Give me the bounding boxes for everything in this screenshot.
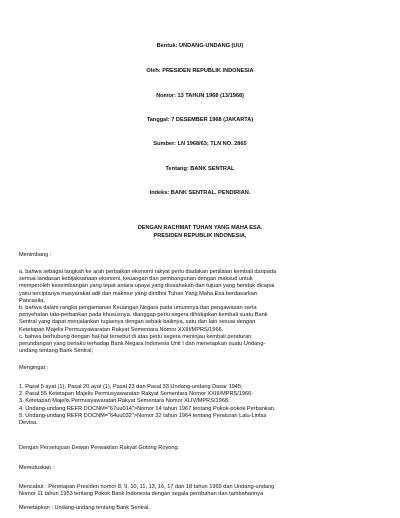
- mengingat-item: Devisa.: [19, 420, 38, 427]
- menimbang-a-line: semua landasan kebijaksanaan ekonomi, keuangan dan pembangunan dengan maksud untuk: [19, 276, 253, 283]
- menimbang-b-line: Ketetapan Majelis Permusyawaratan Rakyat Sementara Nomor XXIII/MPRS/1966.: [19, 326, 224, 333]
- meta-indeks: Indeks: BANK SENTRAL. PENDIRIAN.: [149, 190, 251, 196]
- mengingat-item: 4. Undang-undang REFR DOCNM="67uu014">Nomor 14 tahun 1967 tentang Pokok-pokok Perbankan.: [19, 405, 276, 412]
- preamble-line-2: PRESIDEN REPUBLIK INDONESIA,: [153, 233, 247, 239]
- menimbang-item-c: [19, 334, 385, 356]
- mengingat-item: 3. Ketetapan Majelis Permusyawaratan Rakyat Sementara Nomor XLIV/MPRS/1968.: [19, 398, 230, 405]
- mengingat-label: Mengingat :: [19, 365, 49, 371]
- menimbang-item-a: [19, 269, 385, 305]
- meta-oleh: Oleh: PRESIDEN REPUBLIK INDONESIA: [146, 68, 254, 74]
- mengingat-item: 2. Pasal 55 Ketetapan Majelis Permusyawaratan Rakyat Sementara Nomor XXIII/MPRS/1966.: [19, 391, 253, 398]
- meta-nomor: Nomor: 13 TAHUN 1968 (13/1968): [156, 93, 244, 99]
- mengingat-list: [19, 384, 385, 427]
- mengingat-item: 1. Pasal 5 ayat (1), Pasal 20 ayat (1), Pasal 23 dan Pasal 33 Undang-undang Dasar 1945;: [19, 384, 243, 390]
- meta-tentang: Tentang: BANK SENTRAL: [165, 166, 235, 172]
- memutuskan-label: Memutuskan :: [19, 465, 55, 471]
- mengingat-item: 5. Undang-undang REFR DOCNM="64uu032">Nomor 32 tahun 1964 tentang Peraturan Lalu-Lintas: [19, 412, 267, 419]
- meta-bentuk: Bentuk: UNDANG-UNDANG (UU): [156, 43, 244, 49]
- meta-sumber: Sumber: LN 1968/63; TLN NO. 2865: [153, 141, 247, 147]
- mencabut-line: Nomor 11 tahun 1953 tentang Pokok Bank Indonesia dengan segala perobahan dan tambahannya: [19, 491, 264, 498]
- menimbang-a-line: yaitu terciptanya masyarakat adil dan makmur yang diridhoi Tuhan Yang Maha Esa berdasarkan: [19, 290, 257, 297]
- menimbang-c-line: undang tentang Bank Sentral;: [19, 348, 94, 355]
- menimbang-b-line: Sentral yang dapat menjalankan tugasnya dengan sebaik-baiknya, satu dan lain sesuai dengan: [19, 319, 256, 326]
- mencabut-line: Mencabut : Penetapan Presiden nomor 8, 9, 10, 11, 13, 16, 17 dan 18 tahun 1965 dan Undang-undang: [19, 484, 275, 490]
- menetapkan-clause: Menetapkan : Undang-undang tentang Bank Sentral.: [19, 505, 150, 511]
- meta-tanggal: Tanggal: 7 DESEMBER 1968 (JAKARTA): [146, 117, 254, 123]
- menimbang-b-line: b. bahwa dalam rangka pengamanan Keuangan Negara pada umumnya dan pengawasan serta: [19, 305, 257, 311]
- preamble-line-1: DENGAN RACHMAT TUHAN YANG MAHA ESA.: [137, 225, 263, 231]
- mencabut-clause: [19, 484, 385, 498]
- menimbang-a-line: memperoleh keseimbangan yang tepat antara upaya yang diusahakan dan tujuan yang hendak dicapai: [19, 283, 275, 290]
- menimbang-c-line: perundangan yang berlaku terhadap Bank Negara Indonesia Unit I dan menetapkan suatu Undang-: [19, 341, 266, 348]
- menimbang-label: Menimbang :: [19, 252, 52, 258]
- menimbang-item-b: [19, 305, 385, 334]
- menimbang-a-line: Pancasila;: [19, 297, 45, 304]
- persetujuan-text: Dengan Persetujuan Dewan Perwakilan Rakyat Gotong Royong.: [19, 445, 180, 451]
- menimbang-a-line: a. bahwa sebagai langkah ke arah perbaikan ekonomi rakyat perlu diadakan penilaian kembali daripada: [19, 269, 277, 275]
- menimbang-c-line: c. bahwa berhubung dengan hal-hal tersebut di atas perlu segera meninjau kembali peraturan: [19, 334, 252, 340]
- menimbang-b-line: penyehatan tata-perbankan pada khususnya, dianggap perlu segera dihidupkan kembali suatu Bank: [19, 312, 268, 319]
